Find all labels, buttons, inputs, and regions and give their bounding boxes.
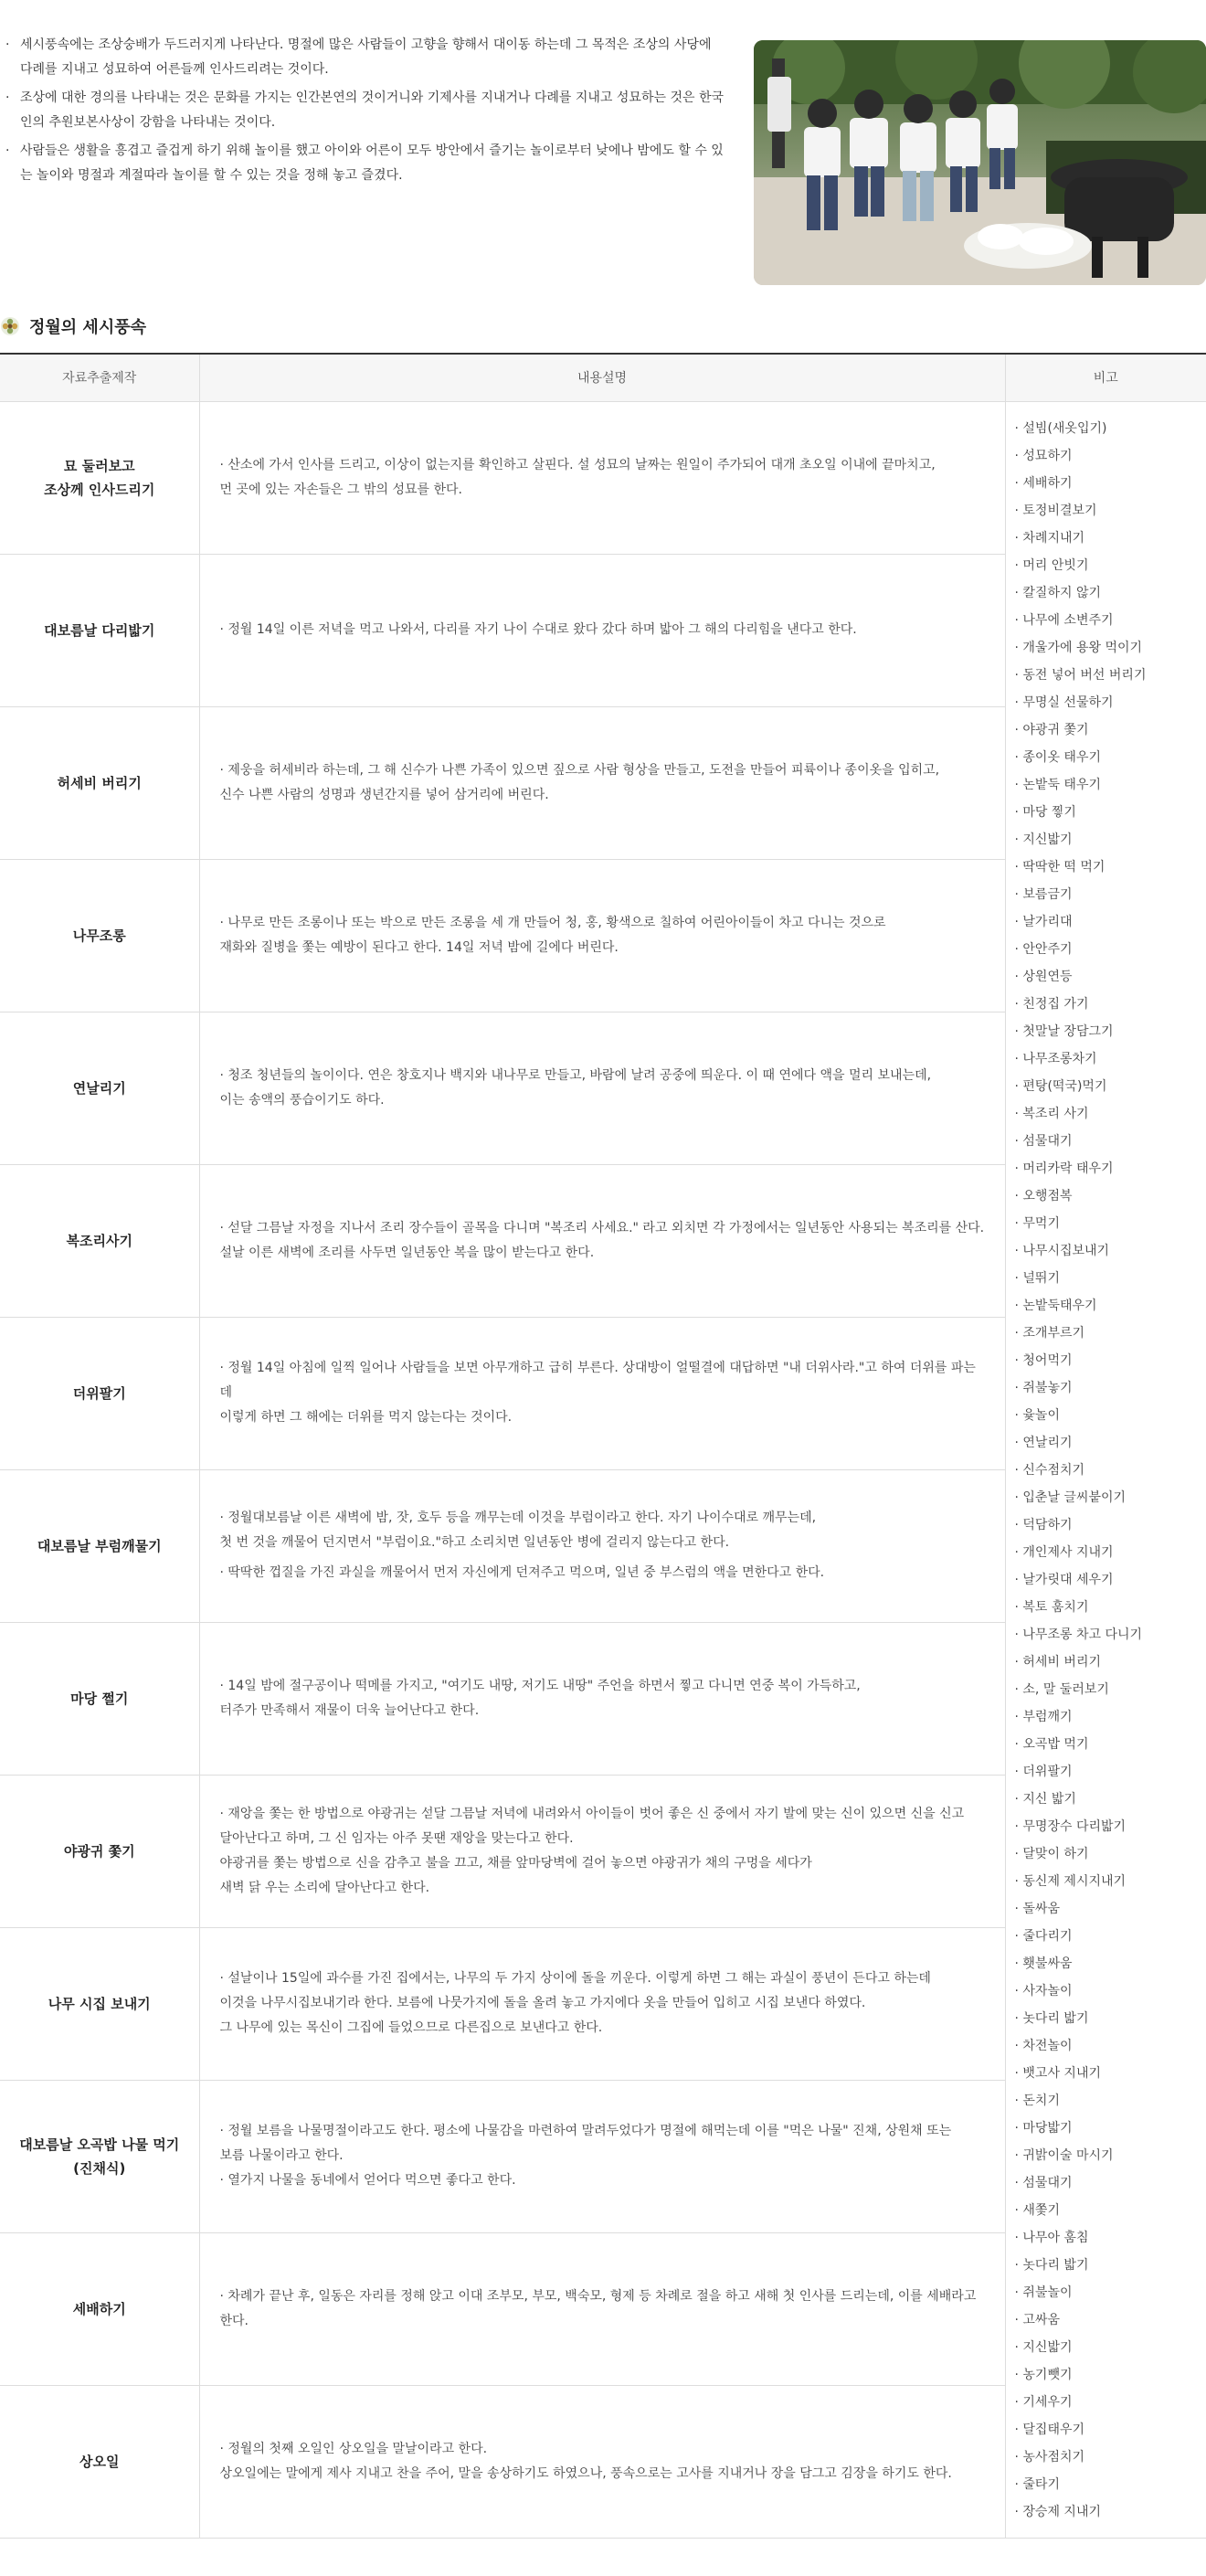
custom-name-line: 나무조롱	[72, 927, 126, 944]
note-item: · 차전놀이	[1014, 2038, 1073, 2053]
custom-name-line: 더위팔기	[72, 1384, 126, 1402]
note-item: · 뱃고사 지내기	[1014, 2065, 1101, 2081]
description-line: · 정월 14일 아침에 일찍 일어나 사람들을 보면 아무개하고 급히 부른다. 상대방이 얼떨결에 대답하면 "내 더위사라."고 하여 더위를 파는데	[219, 1361, 976, 1400]
note-item: · 지신 밟기	[1014, 1791, 1076, 1807]
header-name: 자료추출제작	[0, 354, 199, 401]
custom-name-line: 복조리사기	[66, 1232, 132, 1249]
intro-list	[5, 33, 727, 192]
note-item: · 논밭둑 태우기	[1014, 777, 1101, 792]
description-line: · 나무로 만든 조롱이나 또는 박으로 만든 조롱을 세 개 만들어 청, 홍, 황색으로 칠하여 어린아이들이 차고 다니는 것으로	[219, 915, 886, 930]
note-item: · 지신밟기	[1014, 2339, 1073, 2355]
note-item: · 줄다리기	[1014, 1928, 1073, 1944]
description-line: · 재앙을 쫓는 한 방법으로 야광귀는 섣달 그믐날 저녁에 내려와서 아이들이 벗어 좋은 신 중에서 자기 발에 맞는 신이 있으면 신을 신고	[219, 1806, 965, 1821]
note-item: · 나무조롱 차고 다니기	[1014, 1627, 1143, 1642]
note-item: · 장승제 지내기	[1014, 2504, 1101, 2519]
note-item: · 귀밝이술 마시기	[1014, 2147, 1114, 2163]
note-item: · 머리카락 태우기	[1014, 1161, 1114, 1176]
custom-description	[199, 1469, 1005, 1622]
note-item: · 놋다리 밟기	[1014, 2010, 1089, 2026]
note-item: · 섬물대기	[1014, 1133, 1073, 1149]
note-item: · 개울가에 용왕 먹이기	[1014, 640, 1143, 655]
custom-description	[199, 1317, 1005, 1469]
note-item: · 섬물대기	[1014, 2175, 1073, 2190]
description-line: 신수 나쁜 사람의 성명과 생년간지를 넣어 삼거리에 버린다.	[219, 787, 549, 802]
note-item: · 오행점복	[1014, 1188, 1073, 1203]
section-heading	[0, 314, 146, 338]
note-item: · 소, 말 둘러보기	[1014, 1681, 1109, 1697]
custom-description	[199, 706, 1005, 859]
section-title: 정월의 세시풍속	[29, 318, 146, 337]
note-item: · 동신제 제시지내기	[1014, 1873, 1127, 1889]
note-item: · 딱딱한 떡 먹기	[1014, 859, 1106, 875]
note-item: · 돌싸움	[1014, 1901, 1060, 1916]
note-item: · 성묘하기	[1014, 448, 1073, 463]
custom-name	[0, 859, 199, 1012]
description-line: 이것을 나무시집보내기라 한다. 보름에 나뭇가지에 돌을 올려 놓고 가지에다 옷을 만들어 입히고 시집 보낸다 하였다.	[219, 1996, 866, 2010]
custom-description	[199, 1775, 1005, 1927]
description-line: · 산소에 가서 인사를 드리고, 이상이 없는지를 확인하고 살핀다. 설 성묘의 날짜는 원일이 주가되어 대개 초오일 이내에 끝마치고,	[219, 457, 936, 472]
custom-name-line: 묘 둘러보고	[63, 457, 135, 474]
custom-name-line: (진채식)	[73, 2159, 126, 2177]
description-line: 재화와 질병을 쫓는 예방이 된다고 한다. 14일 저녁 밤에 길에다 버린다.	[219, 939, 619, 955]
table-body	[0, 401, 1206, 2538]
note-item: · 기세우기	[1014, 2394, 1073, 2410]
description-line: 달아난다고 하며, 그 신 임자는 아주 못땐 재앙을 맞는다고 한다.	[219, 1830, 574, 1846]
note-item: · 설빔(새옷입기)	[1014, 420, 1107, 436]
intro-item: · 세시풍속에는 조상숭배가 두드러지게 나타난다. 명절에 많은 사람들이 고향을 향해서 대이동 하는데 그 목적은 조상의 사당에 다례를 지내고 성묘하여 어른들께 인사드리려는 것이다.	[5, 37, 712, 77]
custom-name-line: 대보름날 다리밟기	[44, 621, 155, 639]
description-line: 설날 이른 새벽에 조리를 사두면 일년동안 복을 많이 받는다고 한다.	[219, 1245, 595, 1260]
custom-description	[199, 1012, 1005, 1164]
custom-name	[0, 706, 199, 859]
custom-name	[0, 1317, 199, 1469]
note-item: · 나무아 훔침	[1014, 2230, 1089, 2245]
note-item: · 사자놀이	[1014, 1983, 1073, 1998]
note-item: · 줄타기	[1014, 2476, 1060, 2492]
note-item: · 허세비 버리기	[1014, 1654, 1101, 1670]
custom-name	[0, 1469, 199, 1622]
description-line: 터주가 만족해서 재물이 더욱 늘어난다고 한다.	[219, 1702, 480, 1718]
description-line: · 설날이나 15일에 과수를 가진 집에서는, 나무의 두 가지 상이에 돌을 끼운다. 이렇게 하면 그 해는 과실이 풍년이 든다고 하는데	[219, 1971, 931, 1986]
note-item: · 오곡밥 먹기	[1014, 1736, 1089, 1752]
photo-illustration	[754, 40, 1206, 285]
note-item: · 토정비결보기	[1014, 503, 1097, 518]
custom-name-line: 나무 시집 보내기	[48, 1995, 151, 2012]
note-item: · 머리 안빗기	[1014, 557, 1089, 573]
note-item: · 마당 찧기	[1014, 804, 1076, 820]
description-line: 이는 송액의 풍습이기도 하다.	[219, 1092, 385, 1108]
note-item: · 농사점치기	[1014, 2449, 1085, 2465]
custom-name	[0, 1775, 199, 1927]
description-line: · 청조 청년들의 놀이이다. 연은 창호지나 백지와 내나무로 만들고, 바람에 날려 공중에 띄운다. 이 때 연에다 액을 멀리 보내는데,	[219, 1067, 932, 1083]
custom-description	[199, 554, 1005, 706]
custom-name-line: 조상께 인사드리기	[44, 481, 155, 498]
custom-description	[199, 401, 1005, 554]
custom-name-line: 야광귀 쫓기	[63, 1842, 135, 1860]
note-item: · 부럼깨기	[1014, 1709, 1073, 1724]
custom-name	[0, 401, 199, 554]
note-item: · 날가릿대 세우기	[1014, 1572, 1114, 1587]
custom-name-line: 허세비 버리기	[57, 774, 142, 791]
description-line: 이렇게 하면 그 해에는 더위를 먹지 않는다는 것이다.	[219, 1410, 513, 1425]
note-item: · 개인제사 지내기	[1014, 1544, 1114, 1560]
notes-cell	[1005, 401, 1206, 2538]
note-item: · 달맞이 하기	[1014, 1846, 1089, 1861]
note-item: · 신수점치기	[1014, 1462, 1085, 1478]
description-line: · 정월의 첫째 오일인 상오일을 말날이라고 한다.	[219, 2441, 488, 2456]
custom-name	[0, 1927, 199, 2080]
note-item: · 논밭둑태우기	[1014, 1298, 1097, 1313]
description-line: · 정월 14일 이른 저녁을 먹고 나와서, 다리를 자기 나이 수대로 왔다 갔다 하며 밟아 그 해의 다리힘을 낸다고 한다.	[219, 622, 857, 637]
note-item: · 연날리기	[1014, 1435, 1073, 1450]
custom-name	[0, 2080, 199, 2232]
note-item: · 친정집 가기	[1014, 996, 1089, 1012]
children-bowing-photo	[754, 40, 1206, 285]
description-line: 보름 나물이라고 한다.	[219, 2148, 344, 2163]
description-line: · 정월대보름날 이른 새벽에 밤, 잣, 호두 등을 깨무는데 이것을 부럼이라고 한다. 자기 나이수대로 깨무는데,	[219, 1511, 817, 1525]
description-line: · 섣달 그믐날 자정을 지나서 조리 장수들이 골목을 다니며 "복조리 사세요." 라고 외치면 각 가정에서는 일년동안 사용되는 복조리를 산다.	[219, 1220, 985, 1235]
description-line: · 차례가 끝난 후, 일동은 자리를 정해 앉고 이대 조부모, 부모, 백숙모, 형제 등 차례로 절을 하고 새해 첫 인사를 드리는데, 이를 세배라고 한다.	[219, 2288, 977, 2328]
description-line: 상오일에는 말에게 제사 지내고 찬을 주어, 말을 송상하기도 하였으나, 풍속으로는 고사를 지내거나 장을 담그고 김장을 하기도 한다.	[219, 2465, 952, 2481]
customs-table	[0, 353, 1206, 2539]
customs-table-wrapper	[0, 353, 1206, 2539]
note-item: · 고싸움	[1014, 2312, 1060, 2327]
table-row	[0, 401, 1206, 554]
note-item: · 달집태우기	[1014, 2422, 1085, 2437]
note-item: · 상원연등	[1014, 969, 1073, 984]
header-description: 내용설명	[199, 354, 1005, 401]
note-item: · 보름금기	[1014, 886, 1073, 902]
description-line: · 제웅을 허세비라 하는데, 그 해 신수가 나쁜 가족이 있으면 짚으로 사람 형상을 만들고, 도전을 만들어 피륙이나 종이옷을 입히고,	[219, 762, 940, 778]
custom-description	[199, 2232, 1005, 2385]
note-item: · 무명실 선물하기	[1014, 694, 1114, 710]
note-item: · 세배하기	[1014, 475, 1073, 491]
note-item: · 횃불싸움	[1014, 1956, 1073, 1971]
description-line: · 14일 밤에 절구공이나 떡메를 가지고, "여기도 내땅, 저기도 내땅" 주언을 하면서 찧고 다니면 연중 복이 가득하고,	[219, 1678, 861, 1693]
note-item: · 농기뺏기	[1014, 2367, 1073, 2382]
custom-name	[0, 554, 199, 706]
note-item: · 돈치기	[1014, 2093, 1060, 2108]
intro-item: · 조상에 대한 경의를 나타내는 것은 문화를 가지는 인간본연의 것이거니와 기제사를 지내거나 다례를 지내고 성묘하는 것은 한국인의 추원보본사상이 강함을 나타내는 것이다.	[5, 90, 724, 130]
note-item: · 칼질하지 않기	[1014, 585, 1101, 600]
custom-description	[199, 1927, 1005, 2080]
note-item: · 입춘날 글씨붙이기	[1014, 1489, 1127, 1505]
custom-description	[199, 859, 1005, 1012]
description-line: · 열가지 나물을 동네에서 얻어다 먹으면 좋다고 한다.	[219, 2173, 516, 2188]
note-item: · 무명장수 다리밟기	[1014, 1818, 1127, 1834]
note-item: · 나무조롱차기	[1014, 1051, 1097, 1066]
note-item: · 새쫓기	[1014, 2202, 1060, 2218]
custom-description	[199, 1622, 1005, 1775]
note-item: · 종이옷 태우기	[1014, 749, 1101, 765]
note-item: · 나무에 소변주기	[1014, 612, 1114, 628]
custom-description	[199, 2080, 1005, 2232]
custom-name	[0, 2385, 199, 2538]
custom-name-line: 상오일	[79, 2453, 120, 2470]
custom-name-line: 세배하기	[72, 2300, 126, 2317]
description-line: · 딱딱한 껍질을 가진 과실을 깨물어서 먼저 자신에게 던져주고 먹으며, 일년 중 부스럼의 액을 면한다고 한다.	[219, 1565, 825, 1580]
description-line: 새벽 닭 우는 소리에 달아난다고 한다.	[219, 1880, 430, 1895]
intro-section	[0, 0, 1206, 337]
description-line: 그 나무에 있는 목신이 그집에 들었으므로 다른집으로 보낸다고 한다.	[219, 2020, 603, 2035]
description-line: 먼 곳에 있는 자손들은 그 밖의 성묘를 한다.	[219, 482, 463, 497]
note-item: · 쥐불놀이	[1014, 2284, 1073, 2300]
note-item: · 첫말날 장담그기	[1014, 1023, 1114, 1039]
note-item: · 복토 훔치기	[1014, 1599, 1089, 1615]
note-item: · 덕담하기	[1014, 1517, 1073, 1532]
custom-name-line: 연날리기	[72, 1079, 126, 1097]
note-item: · 조개부르기	[1014, 1325, 1085, 1341]
note-item: · 마당밟기	[1014, 2120, 1073, 2136]
note-item: · 나무시집보내기	[1014, 1243, 1110, 1258]
note-item: · 쥐불놓기	[1014, 1380, 1073, 1395]
custom-description	[199, 1164, 1005, 1317]
custom-name	[0, 2232, 199, 2385]
custom-description	[199, 2385, 1005, 2538]
note-item: · 동전 넣어 버선 버리기	[1014, 667, 1147, 683]
notes-list	[1015, 415, 1206, 2526]
custom-name	[0, 1622, 199, 1775]
description-line: 첫 번 것을 깨물어 던지면서 "부럼이요."하고 소리치면 일년동안 병에 걸리지 않는다고 한다.	[219, 1535, 730, 1550]
note-item: · 복조리 사기	[1014, 1106, 1089, 1121]
intro-item: · 사람들은 생활을 흥겹고 즐겁게 하기 위해 놀이를 했고 아이와 어른이 모두 방안에서 즐기는 놀이로부터 낮에나 밤에도 할 수 있는 놀이와 명절과 계절따라 놀이를 할 수 있는 것을 정해 놓고 즐겼다.	[5, 143, 724, 183]
note-item: · 청어먹기	[1014, 1352, 1073, 1368]
table-header-row	[0, 354, 1206, 401]
custom-name-line: 대보름날 부럼깨물기	[37, 1537, 162, 1554]
description-line: · 정월 보름을 나물명절이라고도 한다. 평소에 나물감을 마련하여 말려두었다가 명절에 해먹는데 이를 "먹은 나물" 진채, 상원채 또는	[219, 2124, 952, 2138]
custom-name-line: 대보름날 오곡밥 나물 먹기	[19, 2136, 180, 2153]
custom-name	[0, 1012, 199, 1164]
note-item: · 지신밟기	[1014, 832, 1073, 847]
note-item: · 차례지내기	[1014, 530, 1085, 546]
custom-name	[0, 1164, 199, 1317]
note-item: · 편탕(떡국)먹기	[1014, 1078, 1107, 1094]
note-item: · 널뛰기	[1014, 1270, 1060, 1286]
note-item: · 안안주기	[1014, 941, 1073, 957]
note-item: · 야광귀 쫓기	[1014, 722, 1089, 737]
note-item: · 윷놀이	[1014, 1407, 1060, 1423]
note-item: · 놋다리 밟기	[1014, 2257, 1089, 2273]
custom-name-line: 마당 쩔기	[70, 1690, 129, 1707]
note-item: · 무먹기	[1014, 1215, 1060, 1231]
description-line: 야광귀를 쫓는 방법으로 신을 감추고 불을 끄고, 채를 앞마당벽에 걸어 놓으면 야광귀가 채의 구멍을 세다가	[219, 1855, 812, 1871]
note-item: · 더위팔기	[1014, 1764, 1073, 1779]
note-item: · 날가리대	[1014, 914, 1073, 929]
header-note: 비고	[1005, 354, 1206, 401]
flower-bullet-icon	[0, 316, 20, 336]
